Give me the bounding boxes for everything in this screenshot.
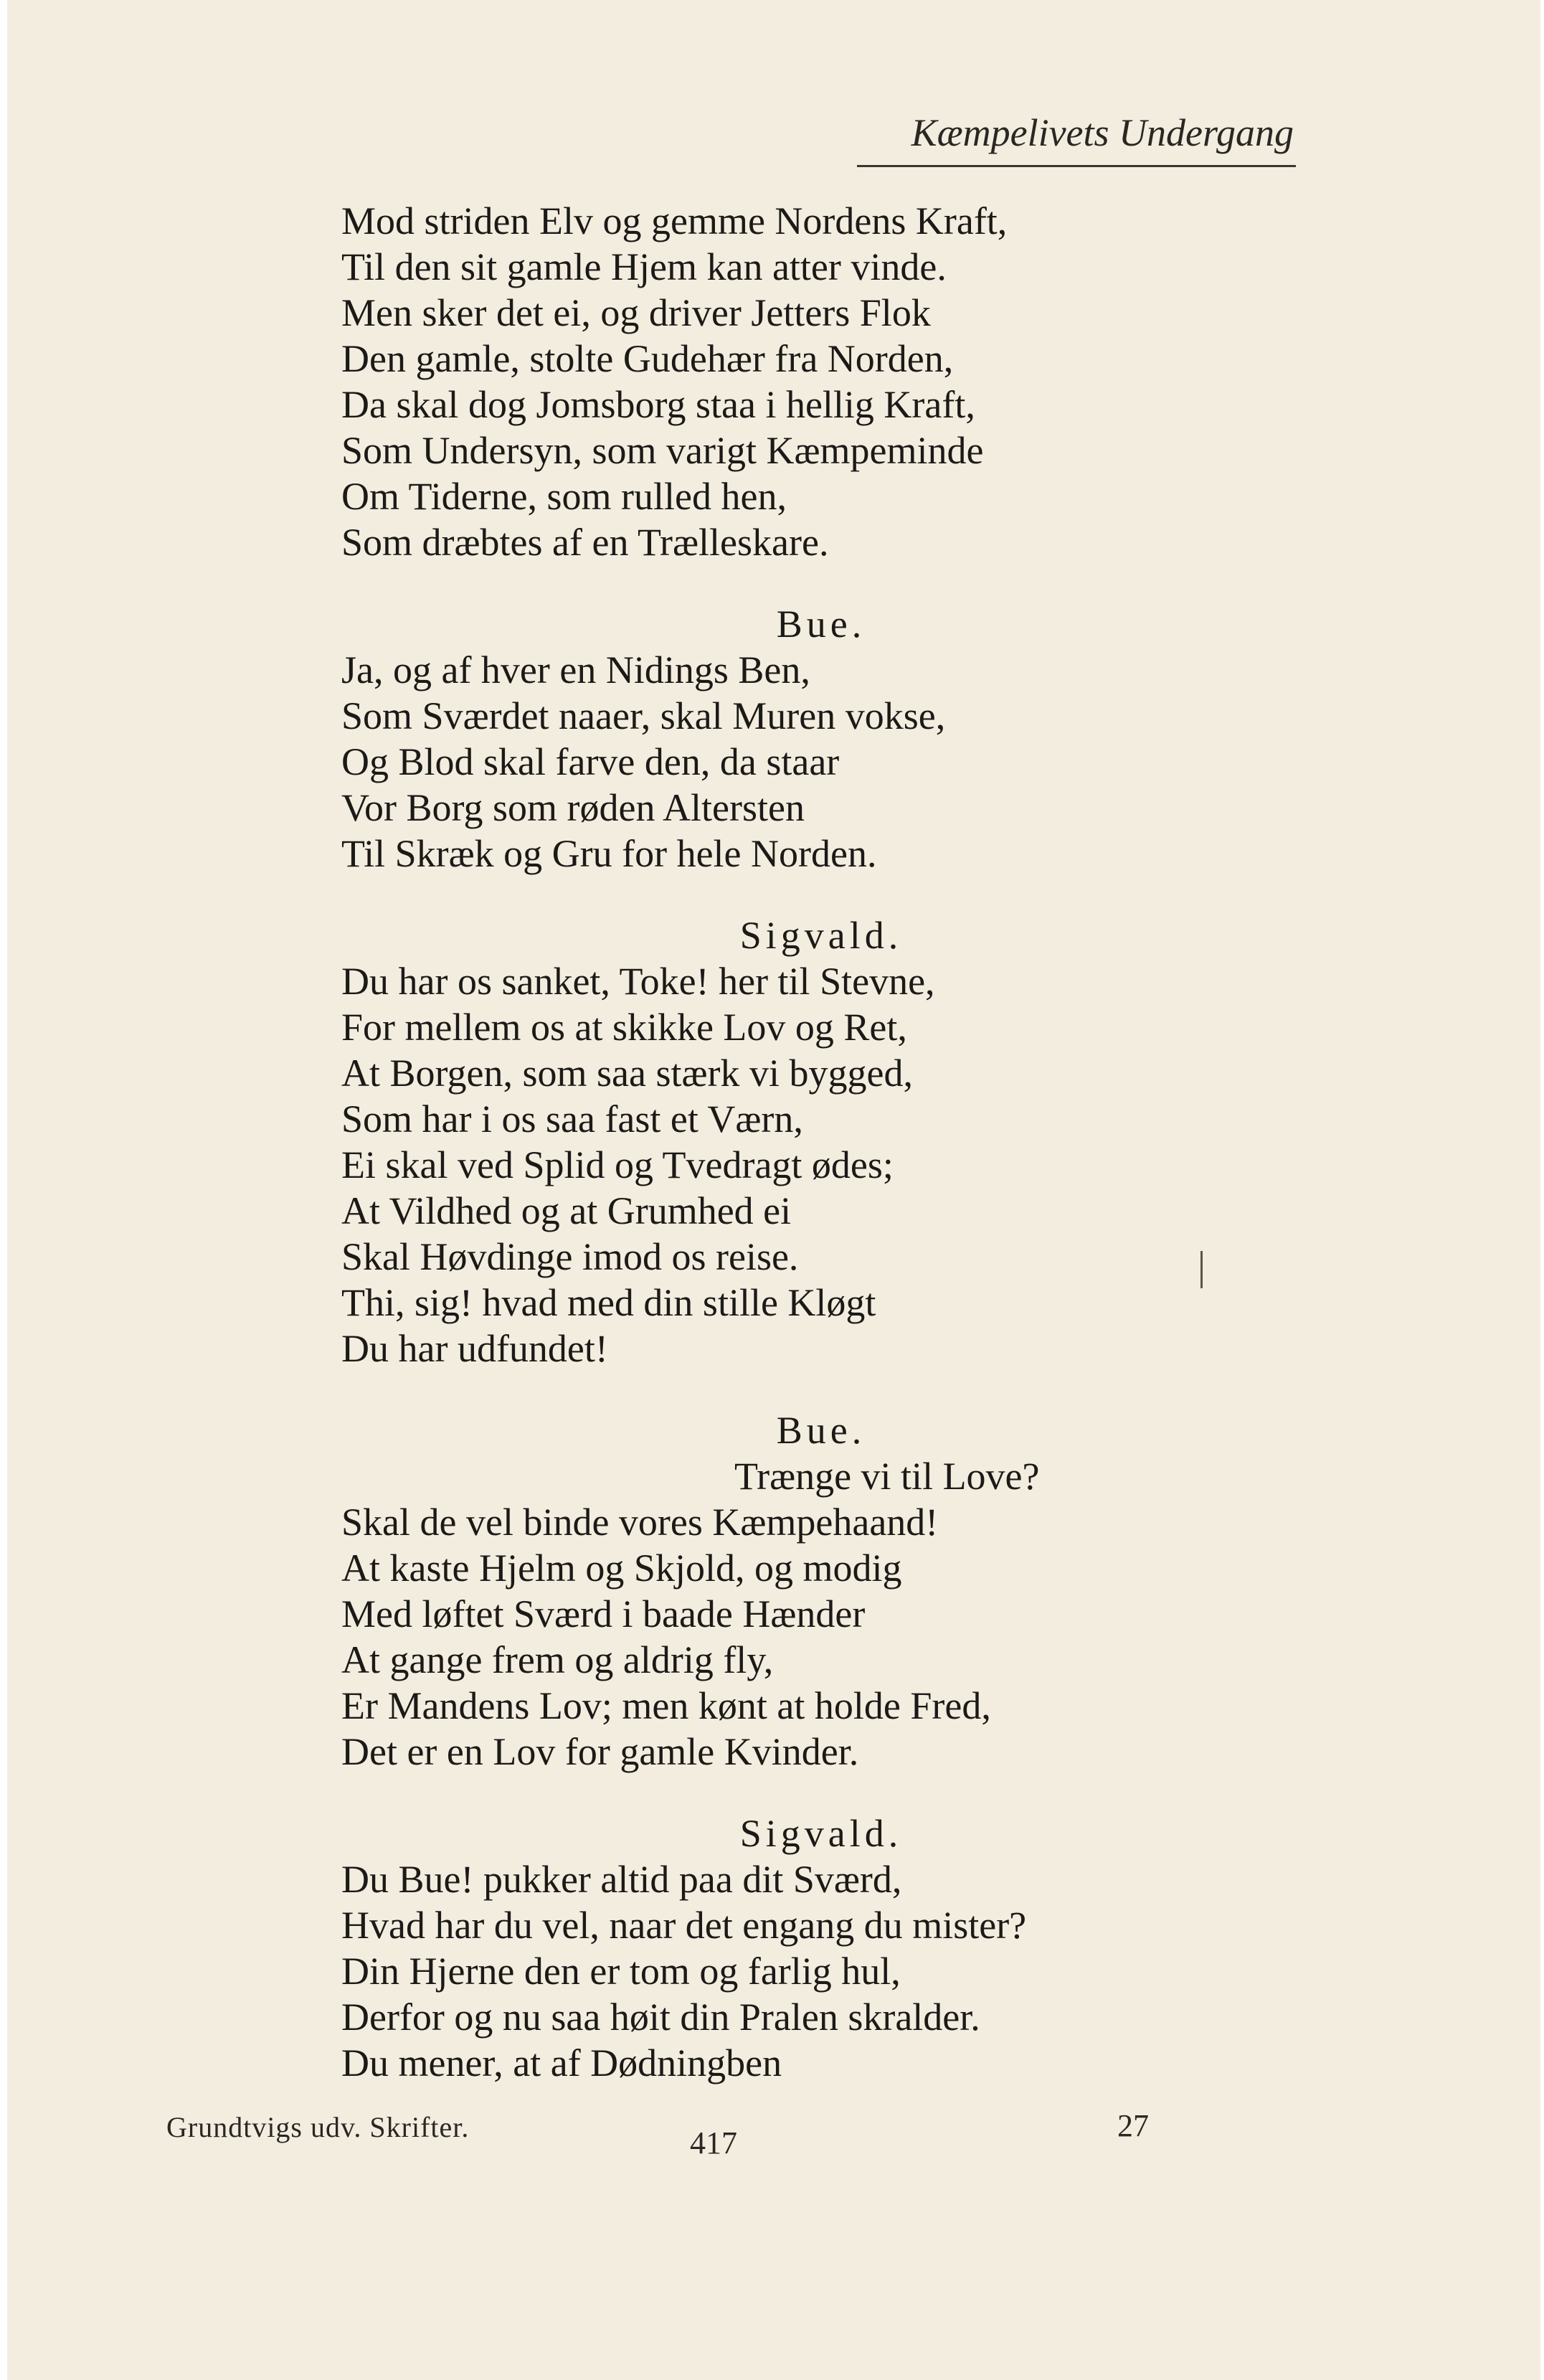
stanza (341, 1810, 1274, 2086)
footer-source: Grundtvigs udv. Skrifter. (166, 2111, 470, 2143)
verse-line: Til den sit gamle Hjem kan atter vinde. (341, 245, 947, 288)
verse-line: Som har i os saa fast et Værn, (341, 1097, 803, 1141)
margin-mark (1200, 1251, 1203, 1288)
verse-line: Du har udfundet! (341, 1327, 608, 1370)
verse-line: Derfor og nu saa høit din Pralen skralder. (341, 1996, 980, 2039)
signature-mark: 27 (1117, 2108, 1149, 2143)
verse-line: At Borgen, som saa stærk vi bygged, (341, 1052, 913, 1095)
speaker-name: Sigvald. (739, 914, 903, 957)
header-rule (857, 165, 1296, 167)
verse-line: Som Undersyn, som varigt Kæmpeminde (341, 429, 984, 472)
verse-line: Skal Høvdinge imod os reise. (341, 1235, 799, 1278)
verse-line: Din Hjerne den er tom og farlig hul, (341, 1950, 901, 1993)
verse-line: Hvad har du vel, naar det engang du mister? (341, 1904, 1027, 1947)
verse-line: Du Bue! pukker altid paa dit Sværd, (341, 1858, 902, 1901)
stanza (341, 1407, 1274, 1775)
verse-line: Den gamle, stolte Gudehær fra Norden, (341, 337, 954, 380)
verse-line: At kaste Hjelm og Skjold, og modig (341, 1546, 902, 1590)
verse-line: Thi, sig! hvad med din stille Kløgt (341, 1281, 876, 1324)
speaker-name: Sigvald. (739, 1812, 903, 1855)
verse-line: Er Mandens Lov; men kønt at holde Fred, (341, 1684, 991, 1727)
verse-line: Mod striden Elv og gemme Nordens Kraft, (341, 199, 1008, 242)
verse-line: Skal de vel binde vores Kæmpehaand! (341, 1501, 939, 1544)
verse-line: Om Tiderne, som rulled hen, (341, 475, 787, 518)
verse-line: Med løftet Sværd i baade Hænder (341, 1592, 866, 1635)
verse-line: Det er en Lov for gamle Kvinder. (341, 1730, 859, 1773)
verse-line: Men sker det ei, og driver Jetters Flok (341, 291, 931, 334)
verse-line: Da skal dog Jomsborg staa i hellig Kraft, (341, 383, 975, 426)
verse-line: Vor Borg som røden Altersten (341, 786, 805, 829)
verse-line-indented: Trænge vi til Love? (734, 1455, 1040, 1498)
verse-line: For mellem os at skikke Lov og Ret, (341, 1006, 907, 1049)
stanza (341, 198, 1274, 565)
verse-line: Til Skræk og Gru for hele Norden. (341, 832, 877, 875)
verse-line: Som dræbtes af en Trælleskare. (341, 521, 829, 564)
verse-line: Som Sværdet naaer, skal Muren vokse, (341, 694, 946, 737)
speaker-name: Bue. (776, 603, 866, 646)
stanza (341, 912, 1274, 1371)
stanza (341, 601, 1274, 877)
verse-line: At gange frem og aldrig fly, (341, 1638, 774, 1681)
running-head: Kæmpelivets Undergang (911, 111, 1294, 154)
verse-line: Du har os sanket, Toke! her til Stevne, (341, 960, 935, 1003)
poem-body (341, 198, 1274, 2086)
page-number: 417 (690, 2125, 737, 2161)
speaker-name: Bue. (776, 1409, 866, 1452)
verse-line: Ja, og af hver en Nidings Ben, (341, 648, 810, 691)
verse-line: Du mener, at af Dødningben (341, 2041, 782, 2084)
verse-line: Ei skal ved Splid og Tvedragt ødes; (341, 1143, 894, 1186)
verse-line: Og Blod skal farve den, da staar (341, 740, 840, 783)
verse-line: At Vildhed og at Grumhed ei (341, 1189, 792, 1232)
